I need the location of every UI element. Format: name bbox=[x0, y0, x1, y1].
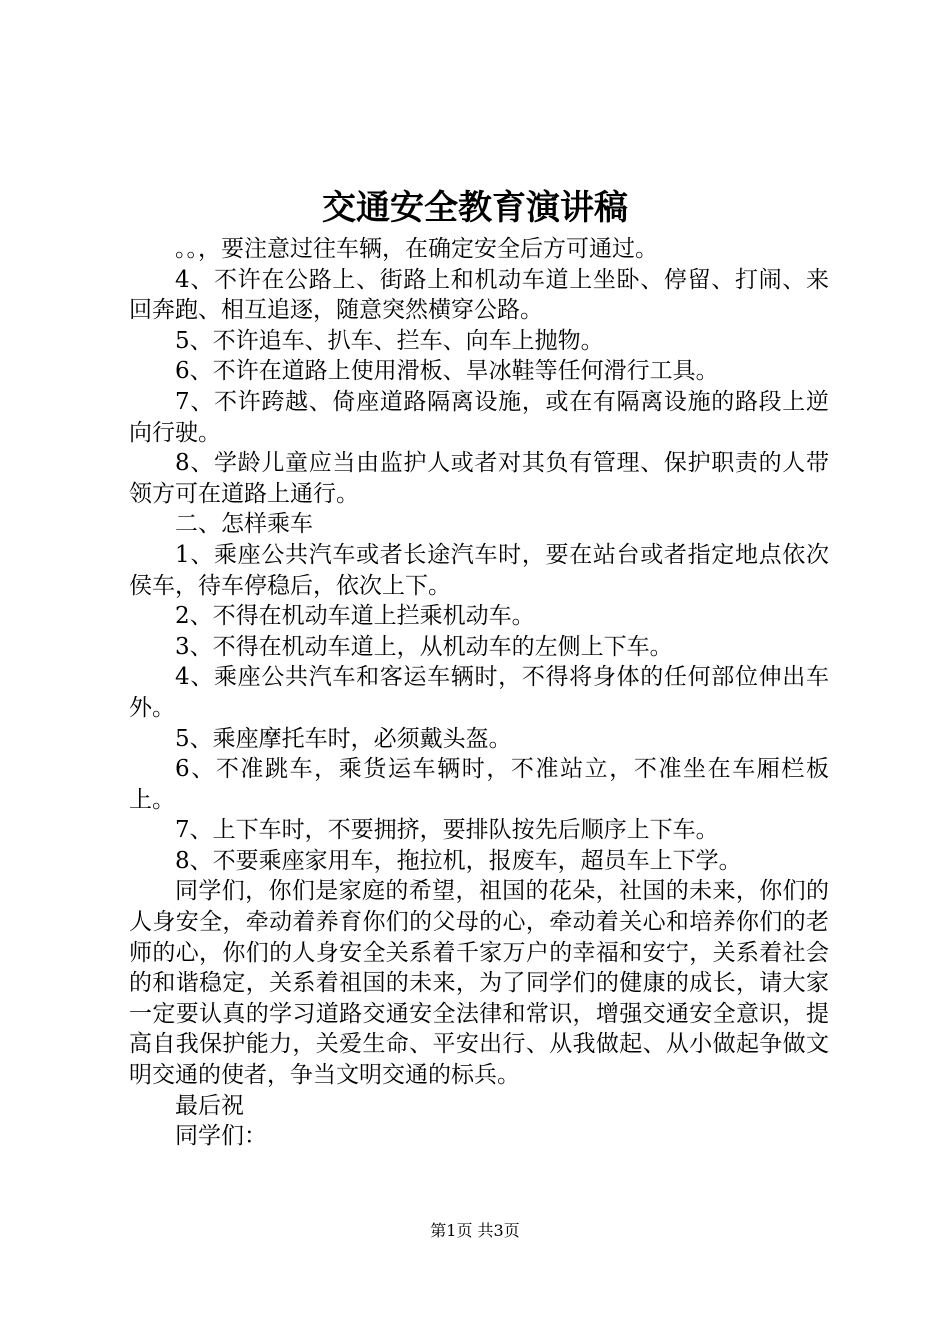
paragraph: 3、不得在机动车道上，从机动车的左侧上下车。 bbox=[175, 633, 673, 660]
paragraph: 7、上下车时，不要拥挤，要排队按先后顺序上下车。 bbox=[175, 817, 719, 844]
paragraph: 8、不要乘座家用车，拖拉机，报废车，超员车上下学。 bbox=[175, 847, 742, 874]
paragraph: 2、不得在机动车道上拦乘机动车。 bbox=[175, 603, 535, 630]
document-body bbox=[129, 234, 829, 1152]
paragraph: 8、学龄儿童应当由监护人或者对其负有管理、保护职责的人带领方可在道路上通行。 bbox=[129, 450, 829, 507]
section-heading: 二、怎样乘车 bbox=[175, 511, 313, 538]
paragraph: 4、乘座公共汽车和客运车辆时，不得将身体的任何部位伸出车外。 bbox=[129, 664, 829, 721]
paragraph: 6、不准跳车，乘货运车辆时，不准站立，不准坐在车厢栏板上。 bbox=[129, 756, 829, 813]
paragraph: 。。，要注意过往车辆，在确定安全后方可通过。 bbox=[175, 236, 658, 262]
paragraph: 7、不许跨越、倚座道路隔离设施，或在有隔离设施的路段上逆向行驶。 bbox=[129, 388, 829, 446]
paragraph: 5、不许追车、扒车、拦车、向车上抛物。 bbox=[175, 327, 604, 354]
paragraph: 6、不许在道路上使用滑板、旱冰鞋等任何滑行工具。 bbox=[175, 358, 719, 385]
paragraph: 1、乘座公共汽车或者长途汽车时，要在站台或者指定地点依次侯车，待车停稳后，依次上下。 bbox=[129, 541, 829, 599]
page-footer: 第1页 共3页 bbox=[430, 1221, 520, 1240]
paragraph: 4、不许在公路上、街路上和机动车道上坐卧、停留、打闹、来回奔跑、相互追逐，随意突然横穿公路。 bbox=[129, 266, 829, 324]
paragraph: 5、乘座摩托车时，必须戴头盔。 bbox=[175, 725, 512, 752]
closing-line: 最后祝 bbox=[175, 1092, 244, 1119]
paragraph: 同学们，你们是家庭的希望，祖国的花朵，社国的未来，你们的人身安全，牵动着养育你们的父母的心，牵动着关心和培养你们的老师的心，你们的人身安全关系着千家万户的幸福和安宁，关系着社会的和谐稳定，关系着祖国的未来，为了同学们的健康的成长，请大家一定要认真的学习道路交通安全法律和常识，增强交通安全意识，提高自我保护能力，关爱生命、平安出行、从我做起、从小做起争做文明交通的使者，争当文明交通的标兵。 bbox=[129, 878, 829, 1089]
closing-line: 同学们： bbox=[175, 1123, 267, 1150]
document-title: 交通安全教育演讲稿 bbox=[322, 188, 628, 228]
